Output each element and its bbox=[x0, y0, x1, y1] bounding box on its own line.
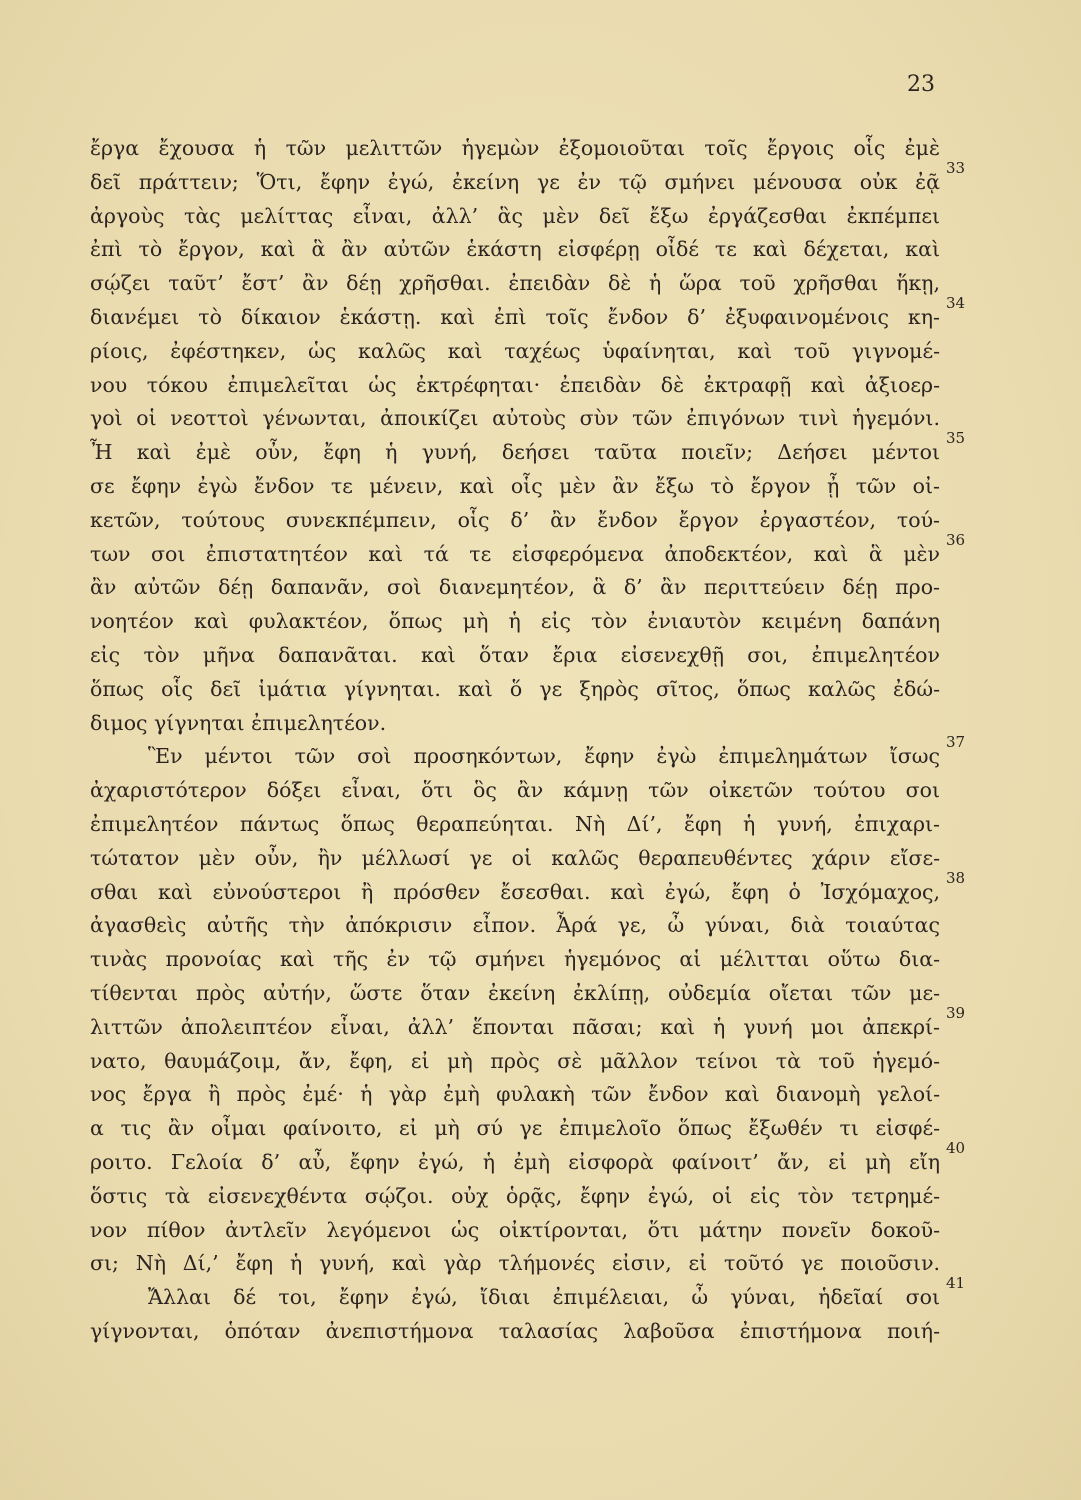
section-number: 37 bbox=[946, 733, 966, 752]
line-text: νου τόκου ἐπιμελεῖται ὡς ἐκτρέφηται· ἐπειδὰν δὲ ἐκτραφῇ καὶ ἀξιοερ- bbox=[90, 372, 941, 397]
line-text: κετῶν, τούτους συνεκπέμπειν, οἷς δ’ ἂν ἔνδον ἔργον ἐργαστέον, τού- bbox=[90, 507, 940, 532]
text-line bbox=[90, 504, 940, 538]
text-line bbox=[90, 1214, 940, 1248]
line-text: γοὶ οἱ νεοττοὶ γένωνται, ἀποικίζει αὐτοὺς σὺν τῶν ἐπιγόνων τινὶ ἡγεμόνι. bbox=[90, 406, 940, 431]
text-line bbox=[90, 842, 940, 876]
line-text: ἀργοὺς τὰς μελίττας εἶναι, ἀλλ’ ἃς μὲν δεῖ ἔξω ἐργάζεσθαι ἐκπέμπει bbox=[90, 203, 940, 228]
line-text: ἂν αὐτῶν δέῃ δαπανᾶν, σοὶ διανεμητέον, ἃ δ’ ἂν περιττεύειν δέῃ προ- bbox=[90, 575, 940, 600]
section-number: 33 bbox=[946, 158, 966, 177]
text-line bbox=[90, 369, 940, 403]
text-line bbox=[90, 868, 966, 910]
line-text: ἐπὶ τὸ ἔργον, καὶ ἃ ἂν αὐτῶν ἑκάστη εἰσφέρῃ οἶδέ τε καὶ δέχεται, καὶ bbox=[90, 237, 940, 262]
line-text: διμος γίγνηται ἐπιμελητέον. bbox=[90, 710, 387, 735]
greek-text-body bbox=[90, 132, 966, 1349]
text-line bbox=[90, 267, 940, 301]
text-line bbox=[90, 158, 966, 200]
text-line bbox=[90, 233, 940, 267]
section-number: 40 bbox=[946, 1138, 966, 1157]
line-text: ρίοις, ἐφέστηκεν, ὡς καλῶς καὶ ταχέως ὑφαίνηται, καὶ τοῦ γιγνομέ- bbox=[90, 338, 941, 363]
text-line bbox=[90, 132, 940, 166]
text-line bbox=[90, 774, 940, 808]
text-line bbox=[90, 639, 940, 673]
line-text: νοητέον καὶ φυλακτέον, ὅπως μὴ ἡ εἰς τὸν ἐνιαυτὸν κειμένη δαπάνη bbox=[90, 609, 940, 634]
line-text: διανέμει τὸ δίκαιον ἑκάστῃ. καὶ ἐπὶ τοῖς ἔνδον δ’ ἐξυφαινομένοις κη- bbox=[90, 304, 940, 329]
text-line bbox=[90, 1315, 940, 1349]
line-text: γίγνονται, ὁπόταν ἀνεπιστήμονα ταλασίας λαβοῦσα ἐπιστήμονα ποιή- bbox=[90, 1318, 941, 1343]
line-text: Ἄλλαι δέ τοι, ἔφην ἐγώ, ἴδιαι ἐπιμέλειαι, ὦ γύναι, ἡδεῖαί σοι bbox=[148, 1285, 940, 1310]
line-text: σι; Νὴ Δί,’ ἔφη ἡ γυνή, καὶ γὰρ τλήμονές εἰσιν, εἰ τοῦτό γε ποιοῦσιν. bbox=[90, 1251, 941, 1276]
line-text: νατο, θαυμάζοιμ, ἄν, ἔφη, εἰ μὴ πρὸς σὲ μᾶλλον τείνοι τὰ τοῦ ἡγεμό- bbox=[90, 1048, 941, 1073]
text-line bbox=[90, 977, 940, 1011]
text-line bbox=[90, 1003, 966, 1045]
text-line bbox=[90, 200, 940, 234]
line-text: σθαι καὶ εὐνούστεροι ἢ πρόσθεν ἔσεσθαι. καὶ ἐγώ, ἔφη ὁ Ἰσχόμαχος, bbox=[90, 879, 941, 904]
line-text: Ἓν μέντοι τῶν σοὶ προσηκόντων, ἔφην ἐγὼ ἐπιμελημάτων ἴσως bbox=[148, 744, 940, 769]
text-line bbox=[90, 808, 940, 842]
section-number: 35 bbox=[946, 429, 966, 448]
text-line bbox=[90, 335, 940, 369]
text-line bbox=[90, 909, 940, 943]
line-text: δεῖ πράττειν; Ὅτι, ἔφην ἐγώ, ἐκείνη γε ἐν τῷ σμήνει μένουσα οὐκ ἐᾷ bbox=[90, 169, 940, 194]
text-line bbox=[90, 293, 966, 335]
line-text: των σοι ἐπιστατητέον καὶ τά τε εἰσφερόμενα ἀποδεκτέον, καὶ ἃ μὲν bbox=[90, 541, 940, 566]
section-number: 36 bbox=[946, 530, 966, 549]
section-number: 39 bbox=[946, 1003, 966, 1022]
line-text: ὅστις τὰ εἰσενεχθέντα σῴζοι. οὐχ ὁρᾷς, ἔφην ἐγώ, οἱ εἰς τὸν τετρημέ- bbox=[90, 1183, 941, 1208]
text-line bbox=[90, 1274, 966, 1315]
text-line bbox=[90, 470, 940, 504]
line-text: α τις ἂν οἶμαι φαίνοιτο, εἰ μὴ σύ γε ἐπιμελοῖο ὅπως ἔξωθέν τι εἰσφέ- bbox=[90, 1116, 941, 1141]
line-text: σε ἔφην ἐγὼ ἔνδον τε μένειν, καὶ οἷς μὲν ἂν ἔξω τὸ ἔργον ᾖ τῶν οἰ- bbox=[90, 473, 940, 498]
text-line bbox=[90, 1180, 940, 1214]
line-text: ἀγασθεὶς αὐτῆς τὴν ἀπόκρισιν εἶπον. Ἆρά γε, ὦ γύναι, διὰ τοιαύτας bbox=[90, 913, 940, 938]
line-text: τίθενται πρὸς αὐτήν, ὥστε ὅταν ἐκείνη ἐκλίπῃ, οὐδεμία οἴεται τῶν με- bbox=[90, 980, 941, 1005]
page-number: 23 bbox=[907, 72, 935, 97]
line-text: ὅπως οἷς δεῖ ἱμάτια γίγνηται. καὶ ὅ γε ξηρὸς σῖτος, ὅπως καλῶς ἐδώ- bbox=[90, 676, 940, 701]
text-line bbox=[90, 1138, 966, 1180]
text-line bbox=[90, 605, 940, 639]
text-line bbox=[90, 707, 940, 741]
text-line bbox=[90, 1112, 940, 1146]
section-number: 34 bbox=[946, 293, 966, 312]
line-text: ἔργα ἔχουσα ἡ τῶν μελιττῶν ἡγεμὼν ἐξομοιοῦται τοῖς ἔργοις οἷς ἐμὲ bbox=[90, 136, 940, 160]
line-text: ἀχαριστότερον δόξει εἶναι, ὅτι ὃς ἂν κάμνῃ τῶν οἰκετῶν τούτου σοι bbox=[90, 778, 940, 803]
line-text: νος ἔργα ἢ πρὸς ἐμέ· ἡ γὰρ ἐμὴ φυλακὴ τῶν ἔνδον καὶ διανομὴ γελοί- bbox=[90, 1082, 941, 1107]
text-line bbox=[90, 943, 940, 977]
text-line bbox=[90, 1247, 940, 1281]
text-line bbox=[90, 530, 966, 572]
line-text: τινὰς προνοίας καὶ τῆς ἐν τῷ σμήνει ἡγεμόνος αἱ μέλιτται οὕτω δια- bbox=[90, 947, 941, 972]
line-text: λιττῶν ἀπολειπτέον εἶναι, ἀλλ’ ἕπονται πᾶσαι; καὶ ἡ γυνή μοι ἀπεκρί- bbox=[90, 1014, 940, 1039]
text-line bbox=[90, 1078, 940, 1112]
text-line bbox=[90, 1045, 940, 1079]
text-line bbox=[90, 402, 940, 436]
line-text: νον πίθον ἀντλεῖν λεγόμενοι ὡς οἰκτίρονται, ὅτι μάτην πονεῖν δοκοῦ- bbox=[90, 1217, 941, 1242]
text-line bbox=[90, 733, 966, 774]
text-line bbox=[90, 429, 966, 470]
line-text: Ἦ καὶ ἐμὲ οὖν, ἔφη ἡ γυνή, δεήσει ταῦτα ποιεῖν; Δεήσει μέντοι bbox=[90, 440, 940, 465]
text-line bbox=[90, 571, 940, 605]
section-number: 41 bbox=[946, 1274, 966, 1293]
line-text: εἰς τὸν μῆνα δαπανᾶται. καὶ ὅταν ἔρια εἰσενεχθῇ σοι, ἐπιμελητέον bbox=[90, 642, 940, 667]
line-text: σῴζει ταῦτ’ ἔστ’ ἂν δέῃ χρῆσθαι. ἐπειδὰν δὲ ἡ ὥρα τοῦ χρῆσθαι ἥκῃ, bbox=[90, 271, 940, 296]
text-line bbox=[90, 673, 940, 707]
line-text: τώτατον μὲν οὖν, ἢν μέλλωσί γε οἱ καλῶς θεραπευθέντες χάριν εἴσε- bbox=[90, 845, 941, 870]
line-text: ἐπιμελητέον πάντως ὅπως θεραπεύηται. Νὴ Δί’, ἔφη ἡ γυνή, ἐπιχαρι- bbox=[90, 811, 940, 836]
section-number: 38 bbox=[946, 868, 966, 887]
line-text: ροιτο. Γελοία δ’ αὖ, ἔφην ἐγώ, ἡ ἐμὴ εἰσφορὰ φαίνοιτ’ ἄν, εἰ μὴ εἴη bbox=[90, 1149, 941, 1174]
